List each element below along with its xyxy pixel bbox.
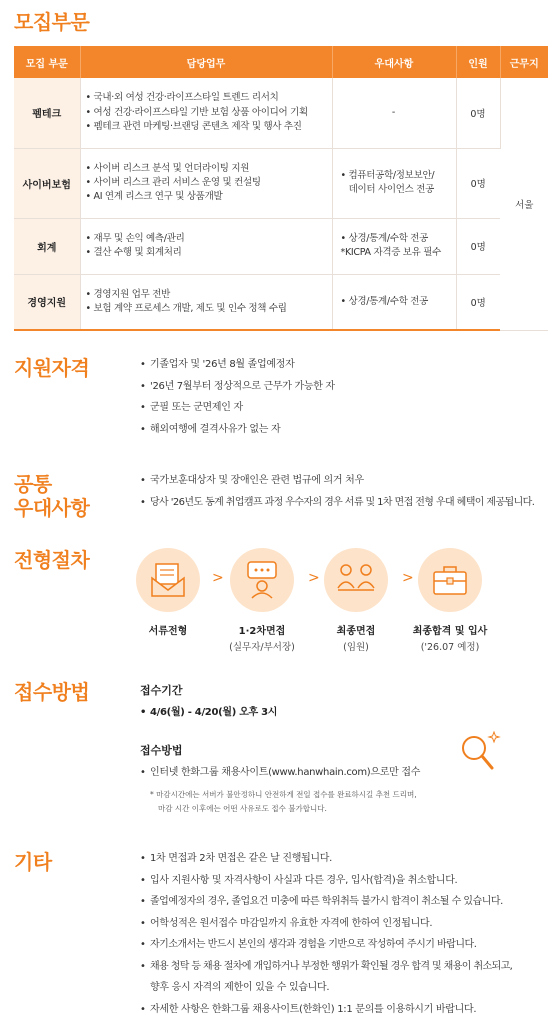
list-item: • 당사 '26년도 동계 취업캠프 과정 우수자의 경우 서류 및 1차 면접 전형 우대 혜택이 제공됩니다. [140, 492, 534, 514]
list-item: • '26년 7월부터 정상적으로 근무가 가능한 자 [140, 376, 335, 398]
pref-line: • 상경/통계/수학 전공 [340, 232, 429, 244]
step-label: 최종합격 및 입사 [412, 626, 488, 637]
step-sub: (임원) [343, 642, 369, 653]
table-header-row [14, 46, 548, 78]
duty-item: • 결산 수행 및 회계처리 [94, 246, 331, 260]
qualification-list [140, 354, 335, 440]
row-preference [332, 218, 456, 274]
table-row [14, 148, 548, 218]
list-item: • 입사 지원사항 및 자격사항이 사실과 다른 경우, 입사(합격)을 취소합니다. [140, 870, 512, 892]
briefcase-icon [418, 548, 482, 612]
header-category: 모집 부문 [14, 46, 80, 78]
chevron-right-icon: > [308, 570, 320, 586]
pref-line: 데이터 사이언스 전공 [340, 184, 434, 195]
list-item: • 자세한 사항은 한화그룹 채용사이트(한화인) 1:1 문의를 이용하시기 바랍니다. [140, 999, 512, 1021]
interview-icon [230, 548, 294, 612]
pref-line: • 컴퓨터공학/정보보안/ [340, 169, 435, 181]
step-label: 서류전형 [148, 626, 188, 637]
table-row [14, 274, 548, 330]
note-line: 마감 시간 이후에는 어떤 사유로도 접수 불가합니다. [158, 804, 327, 814]
row-duties [80, 218, 332, 274]
list-item: • 4/6(월) - 4/20(월) 오후 3시 [140, 702, 277, 724]
header-count: 인원 [456, 46, 500, 78]
header-duty: 담당업무 [80, 46, 332, 78]
row-count: 0명 [456, 274, 500, 330]
step-label: 1·2차면접 [238, 626, 286, 637]
row-category: 펨테크 [14, 78, 80, 148]
row-preference [332, 78, 456, 148]
location-cell: 서울 [500, 78, 548, 330]
row-count: 0명 [456, 148, 500, 218]
duty-item: • 국내·외 여성 건강·라이프스타일 트렌드 리서치 [94, 91, 331, 105]
apply-period-title: 접수기간 [140, 684, 183, 697]
document-mail-icon [136, 548, 200, 612]
list-item: • 1차 면접과 2차 면접은 같은 날 진행됩니다. [140, 848, 512, 870]
duty-item: • 펨테크 관련 마케팅·브랜딩 콘텐츠 제작 및 행사 추진 [94, 120, 331, 134]
process-step-1 [118, 548, 218, 637]
apply-title: 접수방법 [14, 680, 90, 704]
common-pref-title-line2: 우대사항 [14, 496, 90, 520]
list-item: • 인터넷 한화그룹 채용사이트(www.hanwhain.com)으로만 접수 [140, 762, 420, 784]
row-category: 경영지원 [14, 274, 80, 330]
magnifier-icon [456, 726, 506, 776]
etc-list [140, 848, 512, 1020]
recruit-title: 모집부문 [14, 10, 90, 34]
apply-period-list [140, 702, 277, 724]
row-count: 0명 [456, 218, 500, 274]
process-step-4 [400, 548, 500, 653]
recruit-table [14, 46, 548, 331]
common-pref-title [14, 472, 89, 520]
list-item: • 군필 또는 군면제인 자 [140, 397, 335, 419]
row-duties [80, 78, 332, 148]
duty-item: • 여성 건강·라이프스타일 기반 보험 상품 아이디어 기획 [94, 106, 331, 120]
chevron-right-icon: > [402, 570, 414, 586]
process-title: 전형절차 [14, 548, 90, 572]
list-item: • 자기소개서는 반드시 본인의 생각과 경험을 기반으로 작성하여 주시기 바랍니다. [140, 934, 512, 956]
common-pref-list [140, 470, 534, 513]
duty-item: • 사이버 리스크 분석 및 언더라이팅 지원 [94, 162, 331, 176]
note-line: * 마감시간에는 서버가 불안정하니 안전하게 전일 접수를 완료하시길 추천 드리며, [150, 790, 417, 799]
row-category: 회계 [14, 218, 80, 274]
process-step-2 [212, 548, 312, 653]
chevron-right-icon: > [212, 570, 224, 586]
final-interview-icon [324, 548, 388, 612]
row-duties [80, 148, 332, 218]
list-item: • 국가보훈대상자 및 장애인은 관련 법규에 의거 처우 [140, 470, 534, 492]
row-category: 사이버보험 [14, 148, 80, 218]
list-item: • 해외여행에 결격사유가 없는 자 [140, 419, 335, 441]
list-item: • 채용 청탁 등 채용 절차에 개입하거나 부정한 행위가 확인될 경우 합격 및 채용이 취소되고, [140, 956, 512, 978]
pref-line: *KICPA 자격증 보유 필수 [340, 247, 442, 258]
duty-item: • AI 연계 리스크 연구 및 상품개발 [94, 190, 331, 204]
duty-item: • 사이버 리스크 관리 서비스 운영 및 컨설팅 [94, 176, 331, 190]
duty-item: • 보험 계약 프로세스 개발, 제도 및 인수 정책 수립 [94, 302, 331, 316]
step-label: 최종면접 [336, 626, 376, 637]
step-sub: ('26.07 예정) [420, 642, 480, 653]
apply-method-title: 접수방법 [140, 744, 183, 757]
row-duties [80, 274, 332, 330]
table-row [14, 218, 548, 274]
process-step-3 [306, 548, 406, 653]
header-location: 근무지 [500, 46, 548, 78]
list-item: • 졸업예정자의 경우, 졸업요건 미충에 따른 학위취득 불가시 합격이 취소될 수 있습니다. [140, 891, 512, 913]
qualification-title: 지원자격 [14, 356, 90, 380]
etc-title: 기타 [14, 850, 52, 874]
pref-line: - [391, 106, 396, 118]
apply-method-list [140, 762, 420, 784]
apply-note [150, 788, 417, 817]
list-continuation: 향후 응시 자격의 제한이 있을 수 있습니다. [150, 982, 330, 993]
duty-item: • 경영지원 업무 전반 [94, 288, 331, 302]
header-preference: 우대사항 [332, 46, 456, 78]
duty-item: • 재무 및 손익 예측/관리 [94, 232, 331, 246]
row-preference [332, 148, 456, 218]
table-row [14, 78, 548, 148]
row-count: 0명 [456, 78, 500, 148]
row-preference [332, 274, 456, 330]
list-item: • 어학성적은 원서접수 마감일까지 유효한 자격에 한하여 인정됩니다. [140, 913, 512, 935]
list-item: • 기졸업자 및 '26년 8월 졸업예정자 [140, 354, 335, 376]
common-pref-title-line1: 공통 [14, 472, 52, 496]
step-sub: (실무자/부서장) [229, 642, 295, 653]
pref-line: • 상경/통계/수학 전공 [340, 295, 429, 307]
